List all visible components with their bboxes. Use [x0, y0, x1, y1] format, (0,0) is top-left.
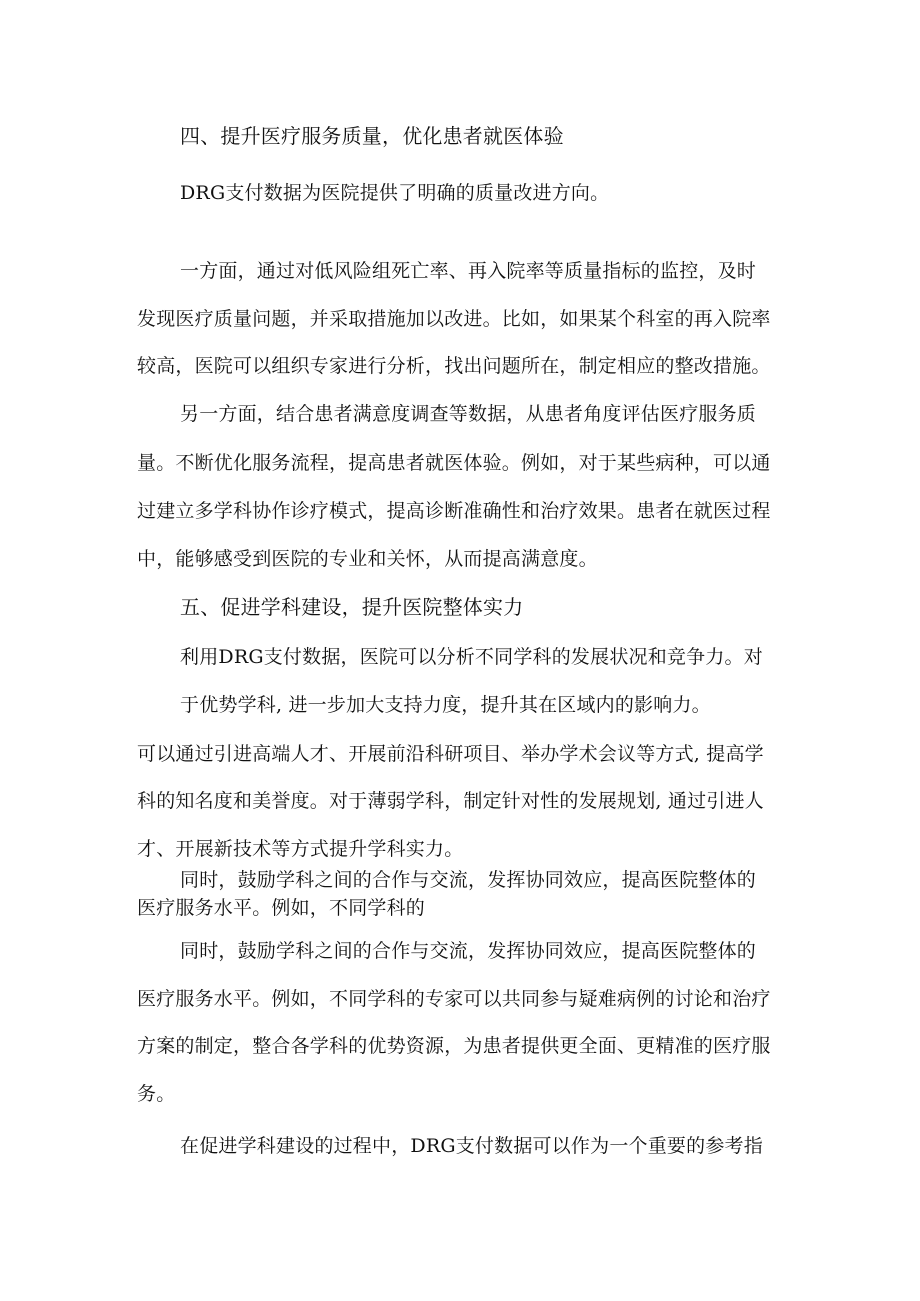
paragraph-line: 过建立多学科协作诊疗模式，提高诊断准确性和治疗效果。患者在就医过程 [137, 500, 771, 522]
paragraph-line: 较高，医院可以组织专家进行分析，找出问题所在，制定相应的整改措施。 [137, 355, 771, 377]
paragraph-line: 中，能够感受到医院的专业和关怀，从而提高满意度。 [137, 548, 598, 570]
section-heading-5: 五、促进学科建设，提升医院整体实力 [180, 595, 524, 619]
paragraph-line: 在促进学科建设的过程中，DRG支付数据可以作为一个重要的参考指 [180, 1135, 763, 1157]
section-heading-4: 四、提升医疗服务质量，优化患者就医体验 [180, 124, 564, 148]
paragraph-line: 才、开展新技术等方式提升学科实力。 [137, 838, 464, 860]
paragraph-line: 于优势学科, 进一步加大支持力度，提升其在区域内的影响力。 [180, 694, 711, 716]
paragraph-line: 医疗服务水平。例如，不同学科的 [137, 897, 426, 919]
paragraph-line: 可以通过引进高端人才、开展前沿科研项目、举办学术会议等方式, 提高学 [137, 743, 764, 765]
paragraph-line: 另一方面，结合患者满意度调查等数据，从患者角度评估医疗服务质 [180, 403, 757, 425]
paragraph-line: 一方面，通过对低风险组死亡率、再入院率等质量指标的监控，及时 [180, 260, 757, 282]
paragraph-line: DRG支付数据为医院提供了明确的质量改进方向。 [180, 182, 610, 204]
paragraph-line: 量。不断优化服务流程，提高患者就医体验。例如，对于某些病种，可以通 [137, 452, 771, 474]
paragraph-line: 同时，鼓励学科之间的合作与交流，发挥协同效应，提高医院整体的 [180, 940, 757, 962]
paragraph-line: 科的知名度和美誉度。对于薄弱学科，制定针对性的发展规划, 通过引进人 [137, 790, 764, 812]
paragraph-line: 发现医疗质量问题，并采取措施加以改进。比如，如果某个科室的再入院率 [137, 308, 771, 330]
paragraph-line: 务。 [137, 1083, 176, 1105]
paragraph-line: 医疗服务水平。例如，不同学科的专家可以共同参与疑难病例的讨论和治疗 [137, 988, 771, 1010]
paragraph-line: 方案的制定，整合各学科的优势资源，为患者提供更全面、更精准的医疗服 [137, 1035, 771, 1057]
paragraph-line: 利用DRG支付数据，医院可以分析不同学科的发展状况和竞争力。对 [180, 646, 763, 668]
paragraph-line: 同时，鼓励学科之间的合作与交流，发挥协同效应，提高医院整体的 [180, 869, 757, 891]
